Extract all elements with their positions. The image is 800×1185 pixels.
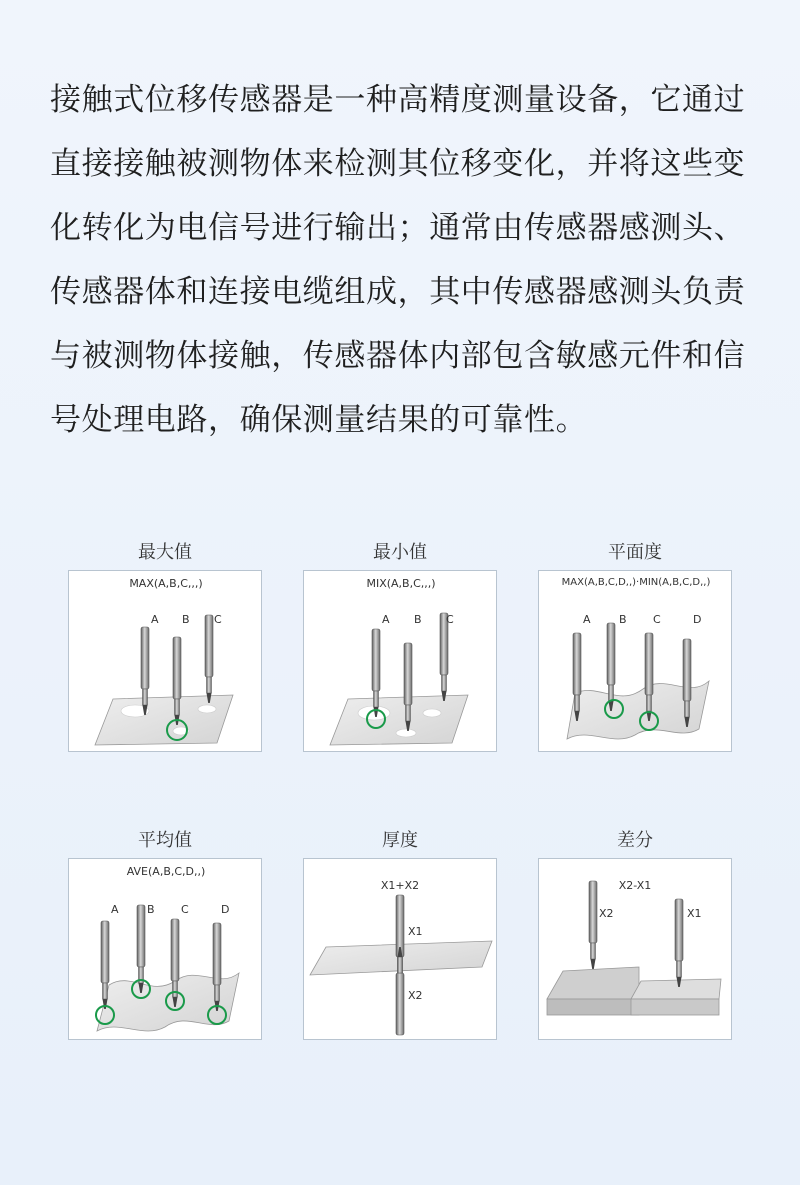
probe-x2 <box>589 881 597 969</box>
formula-label: X1+X2 <box>380 879 420 892</box>
panel-title: 最小值 <box>373 542 427 563</box>
average-diagram <box>69 859 261 1039</box>
probe-label: X1 <box>408 925 423 938</box>
formula-label: AVE(A,B,C,D,,) <box>126 865 206 878</box>
diagram-box <box>303 570 497 752</box>
probe-label: X1 <box>687 907 702 920</box>
diagram-box <box>303 858 497 1040</box>
diagram-box <box>68 858 262 1040</box>
panel-title: 差分 <box>617 830 653 851</box>
probe-label: D <box>693 613 702 626</box>
formula-label: MAX(A,B,C,D,,)·MIN(A,B,C,D,,) <box>561 577 711 588</box>
intro-line: 号处理电路，确保测量结果的可靠性。 <box>50 402 588 438</box>
surface-plate <box>330 695 468 745</box>
probe-x1 <box>675 899 683 987</box>
probe-label: B <box>182 613 190 626</box>
recess <box>198 705 216 713</box>
step-high-top <box>547 967 639 999</box>
diagram-box <box>538 570 732 752</box>
probe-c <box>440 613 448 701</box>
step-low-top <box>631 979 721 999</box>
diagram-box <box>538 858 732 1040</box>
intro-line: 与被测物体接触，传感器体内部包含敏感元件和信 <box>50 338 746 374</box>
step-high-front <box>547 999 639 1015</box>
probe-label: A <box>583 613 591 626</box>
intro-line: 直接接触被测物体来检测其位移变化，并将这些变 <box>50 146 746 182</box>
diagram-box <box>68 570 262 752</box>
formula-label: MIX(A,B,C,,,) <box>366 577 436 590</box>
min-diagram <box>304 571 496 751</box>
probe-label: B <box>147 903 155 916</box>
recess <box>423 709 441 717</box>
probe-label: X2 <box>408 989 423 1002</box>
intro-line: 接触式位移传感器是一种高精度测量设备，它通过 <box>50 82 746 118</box>
intro-paragraph <box>50 68 762 452</box>
probe-label: C <box>181 903 189 916</box>
flatness-diagram <box>539 571 731 751</box>
panel-title: 最大值 <box>138 542 192 563</box>
formula-label: MAX(A,B,C,,,) <box>129 577 203 590</box>
probe-label: A <box>151 613 159 626</box>
probe-label: C <box>214 613 222 626</box>
max-diagram <box>69 571 261 751</box>
panel-title: 厚度 <box>382 830 418 851</box>
probe-label: B <box>619 613 627 626</box>
intro-line: 化转化为电信号进行输出；通常由传感器感测头、 <box>50 210 746 246</box>
panel-title: 平均值 <box>138 830 192 851</box>
probe-label: X2 <box>599 907 614 920</box>
intro-line: 传感器体和连接电缆组成，其中传感器感测头负责 <box>50 274 746 310</box>
probe-label: A <box>382 613 390 626</box>
probe-label: D <box>221 903 230 916</box>
thickness-diagram <box>304 859 496 1039</box>
probe-label: A <box>111 903 119 916</box>
probe-label: C <box>446 613 454 626</box>
surface-plate <box>95 695 233 745</box>
panel-title: 平面度 <box>608 542 662 563</box>
probe-label: C <box>653 613 661 626</box>
probe-label: B <box>414 613 422 626</box>
difference-diagram <box>539 859 731 1039</box>
recess <box>396 729 416 737</box>
probe-c <box>205 615 213 703</box>
formula-label: X2-X1 <box>618 879 652 892</box>
step-low-front <box>631 999 719 1015</box>
